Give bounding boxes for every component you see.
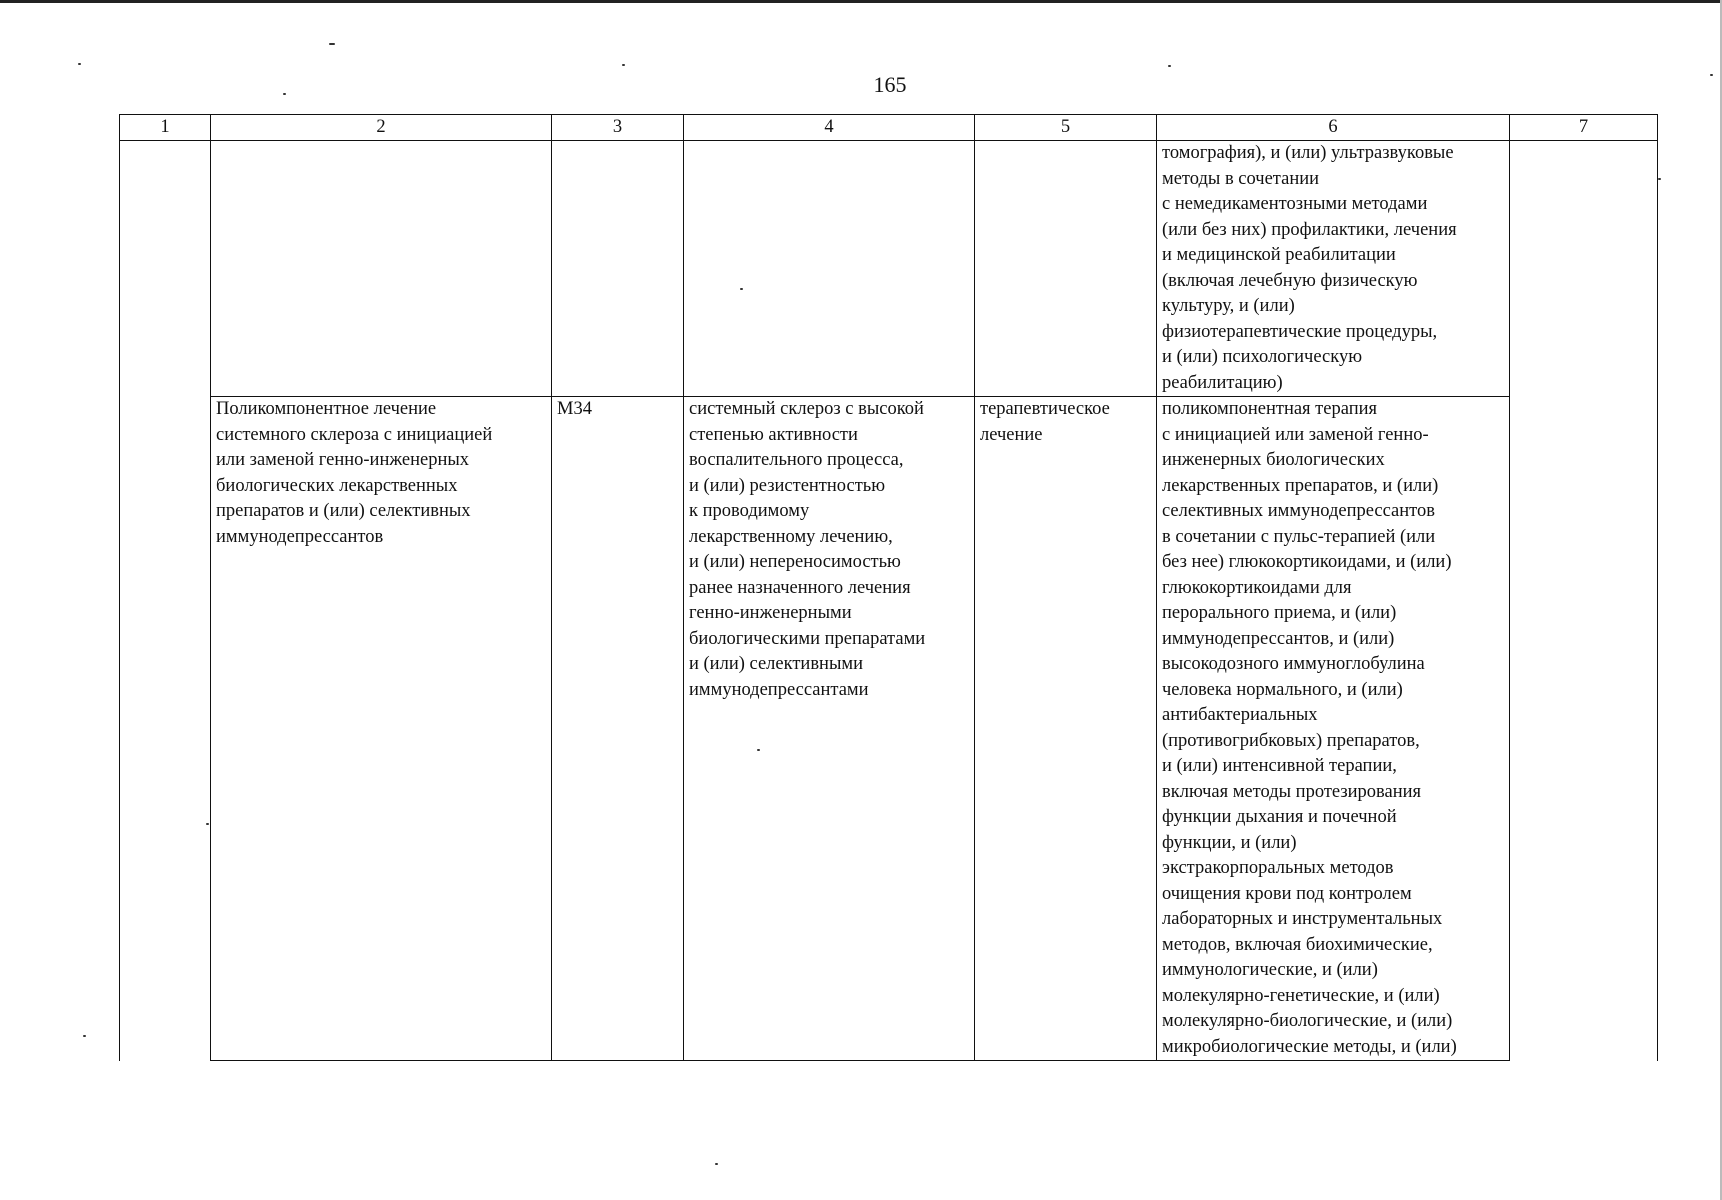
cell-treatment-type [975,397,1157,1061]
cell-text-line: глюкокортикоидами для [1162,577,1352,598]
cell-text-line: и (или) психологическую [1162,347,1363,367]
cell-text-line: препаратов и (или) селективных [216,501,471,521]
cell-text-line: очищения крови под контролем [1162,883,1412,904]
scan-speck [757,749,760,751]
cell-text-line: иммунологические, и (или) [1162,960,1378,980]
cell-text-line: терапевтическое [980,399,1110,419]
cell-icd-code [552,397,684,1061]
cell-continuation-col6 [1157,141,1510,397]
cell-text-line: антибактериальных [1162,705,1318,725]
scan-speck [78,63,81,65]
cell-text-line: микробиологические методы, и (или) [1162,1036,1457,1057]
cell-text-line: функции дыхания и почечной [1162,807,1397,827]
cell-text-line: культуру, и (или) [1162,296,1295,316]
column-header-6: 6 [1157,115,1510,141]
cell-text-line: и (или) интенсивной терапии, [1162,756,1397,776]
cell-text-line: системного склероза с инициацией [216,424,493,445]
scan-speck [83,1035,86,1037]
cell-text-line: (противогрибковых) препаратов, [1162,730,1420,751]
cell-continuation-col7 [1510,141,1658,1061]
cell-text-line: лечение [980,424,1043,445]
cell-text-line: воспалительного процесса, [689,450,904,470]
cell-continuation-col4 [684,141,975,397]
cell-text-line: поликомпонентная терапия [1162,399,1378,419]
cell-text-line: функции, и (или) [1162,832,1297,853]
scan-speck [206,823,209,825]
column-header-2: 2 [211,115,552,141]
cell-text-line: перорального приема, и (или) [1162,603,1397,623]
scan-speck [715,1163,718,1165]
cell-continuation-col1 [120,141,211,1061]
cell-text-line: селективных иммунодепрессантов [1162,501,1435,521]
cell-text-line: лекарственному лечению, [689,526,893,547]
cell-continuation-col5 [975,141,1157,397]
scan-speck [1710,74,1713,76]
cell-text-line: биологическими препаратами [689,628,926,649]
column-header-7: 7 [1510,115,1658,141]
column-header-5: 5 [975,115,1157,141]
cell-text-line: лекарственных препаратов, и (или) [1162,475,1439,496]
treatment-table [119,114,1658,1061]
cell-text-line: иммунодепрессантов, и (или) [1162,628,1395,649]
column-header-3: 3 [552,115,684,141]
cell-text-line: и (или) непереносимостью [689,552,901,572]
cell-text-line: и (или) резистентностью [689,475,886,496]
cell-text-line: молекулярно-генетические, и (или) [1162,985,1440,1006]
cell-text-line: M34 [557,399,592,419]
cell-text-line: включая методы протезирования [1162,781,1422,802]
scan-speck [283,93,286,95]
cell-text-line: степенью активности [689,424,858,445]
cell-patient-model [684,397,975,1061]
cell-text-line: генно-инженерными [689,603,852,623]
column-header-1: 1 [120,115,211,141]
scan-speck [1658,178,1661,180]
cell-text-line: иммунодепрессантами [689,679,869,700]
cell-text-line: и (или) селективными [689,654,863,674]
cell-text-line: человека нормального, и (или) [1162,679,1403,700]
cell-text-line: реабилитацию) [1162,372,1283,393]
cell-text-line: молекулярно-биологические, и (или) [1162,1011,1453,1031]
table-row-systemic-sclerosis [120,397,1658,1061]
cell-text-line: с инициацией или заменой генно- [1162,424,1429,445]
cell-text-line: в сочетании с пульс-терапией (или [1162,526,1436,547]
cell-text-line: лабораторных и инструментальных [1162,909,1443,929]
cell-text-line: к проводимому [689,501,810,521]
cell-text-line: (включая лечебную физическую [1162,270,1418,291]
cell-text-line: экстракорпоральных методов [1162,858,1394,878]
cell-text-line: ранее назначенного лечения [689,577,911,598]
cell-text-line: иммунодепрессантов [216,526,384,547]
cell-text-line: (или без них) профилактики, лечения [1162,219,1457,240]
page-number: 165 [873,72,907,97]
cell-treatment-method [1157,397,1510,1061]
cell-text-line: с немедикаментозными методами [1162,194,1428,214]
cell-text-line: методов, включая биохимические, [1162,934,1433,955]
cell-treatment-name [211,397,552,1061]
scan-speck [329,43,335,45]
cell-text-line: Поликомпонентное лечение [216,399,437,419]
column-header-4: 4 [684,115,975,141]
cell-text-line: без нее) глюкокортикоидами, и (или) [1162,552,1452,572]
cell-text-line: физиотерапевтические процедуры, [1162,321,1438,342]
cell-text-line: и медицинской реабилитации [1162,245,1396,265]
cell-text-line: системный склероз с высокой [689,399,924,419]
cell-continuation-col3 [552,141,684,397]
scan-speck [740,288,743,290]
cell-text-line: биологических лекарственных [216,475,458,496]
cell-text-line: методы в сочетании [1162,168,1320,189]
cell-continuation-col2 [211,141,552,397]
scan-speck [1168,65,1171,67]
cell-text-line: или заменой генно-инженерных [216,450,470,470]
cell-text-line: томография), и (или) ультразвуковые [1162,143,1454,163]
table-row-continuation [120,141,1658,397]
cell-text-line: инженерных биологических [1162,450,1385,470]
page-top-edge [0,0,1722,3]
table-header-row [120,115,1658,141]
cell-text-line: высокодозного иммуноглобулина [1162,654,1425,674]
scan-speck [622,64,625,66]
